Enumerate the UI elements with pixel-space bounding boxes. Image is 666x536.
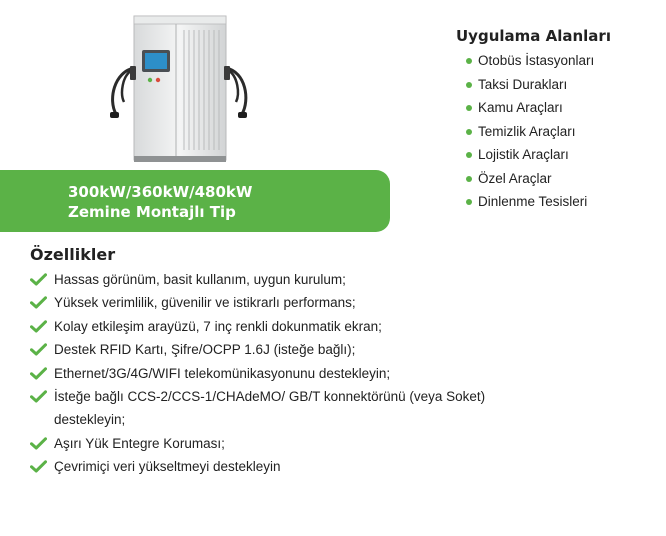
green-dot-icon	[466, 129, 472, 135]
list-item	[30, 362, 650, 385]
feature-text: Aşırı Yük Entegre Koruması;	[54, 435, 225, 451]
green-dot-icon	[466, 105, 472, 111]
application-label: Temizlik Araçları	[478, 123, 576, 139]
list-item	[30, 432, 650, 455]
feature-text: Yüksek verimlilik, güvenilir ve istikrarlı performans;	[54, 295, 356, 311]
feature-text: Ethernet/3G/4G/WIFI telekomünikasyonunu destekleyin;	[54, 365, 391, 381]
green-dot-icon	[466, 176, 472, 182]
application-label: Dinlenme Tesisleri	[478, 194, 588, 209]
list-item	[456, 190, 661, 214]
green-dot-icon	[466, 152, 472, 158]
list-item	[30, 268, 650, 291]
list-item	[30, 385, 650, 432]
features-section	[30, 244, 650, 479]
product-banner	[0, 170, 390, 232]
list-item	[456, 73, 661, 97]
feature-text: Hassas görünüm, basit kullanım, uygun kurulum;	[54, 272, 346, 287]
list-item	[456, 143, 661, 167]
list-item	[456, 96, 661, 120]
green-check-icon	[30, 273, 47, 286]
list-item	[456, 167, 661, 191]
green-check-icon	[30, 390, 47, 403]
green-check-icon	[30, 320, 47, 333]
features-list	[30, 268, 650, 479]
banner-power-ratings: 300kW/360kW/480kW	[68, 183, 253, 201]
application-areas-title: Uygulama Alanları	[456, 27, 611, 45]
application-areas-list	[456, 49, 661, 214]
application-label: Taksi Durakları	[478, 76, 568, 92]
application-areas	[456, 26, 661, 214]
green-dot-icon	[466, 58, 472, 64]
green-dot-icon	[466, 82, 472, 88]
feature-text: Destek RFID Kartı, Şifre/OCPP 1.6J (isteğe bağlı);	[54, 342, 356, 358]
green-check-icon	[30, 437, 47, 450]
green-check-icon	[30, 367, 47, 380]
application-label: Kamu Araçları	[478, 100, 563, 115]
list-item	[30, 455, 650, 478]
feature-text: Kolay etkileşim arayüzü, 7 inç renkli dokunmatik ekran;	[54, 318, 382, 334]
features-title: Özellikler	[30, 245, 116, 264]
list-item	[456, 120, 661, 144]
list-item	[30, 315, 650, 338]
ev-charger-image	[104, 10, 254, 166]
green-check-icon	[30, 296, 47, 309]
application-label: Otobüs İstasyonları	[478, 53, 595, 68]
green-check-icon	[30, 343, 47, 356]
feature-text: İsteğe bağlı CCS-2/CCS-1/CHAdeMO/ GB/T konnektörünü (veya Soket) destekleyin;	[54, 389, 486, 428]
list-item	[30, 338, 650, 361]
feature-text: Çevrimiçi veri yükseltmeyi destekleyin	[54, 459, 281, 475]
green-dot-icon	[466, 199, 472, 205]
green-check-icon	[30, 460, 47, 473]
application-label: Lojistik Araçları	[478, 147, 569, 162]
list-item	[456, 49, 661, 73]
application-label: Özel Araçlar	[478, 170, 552, 186]
list-item	[30, 291, 650, 314]
banner-mount-type: Zemine Montajlı Tip	[68, 203, 236, 221]
